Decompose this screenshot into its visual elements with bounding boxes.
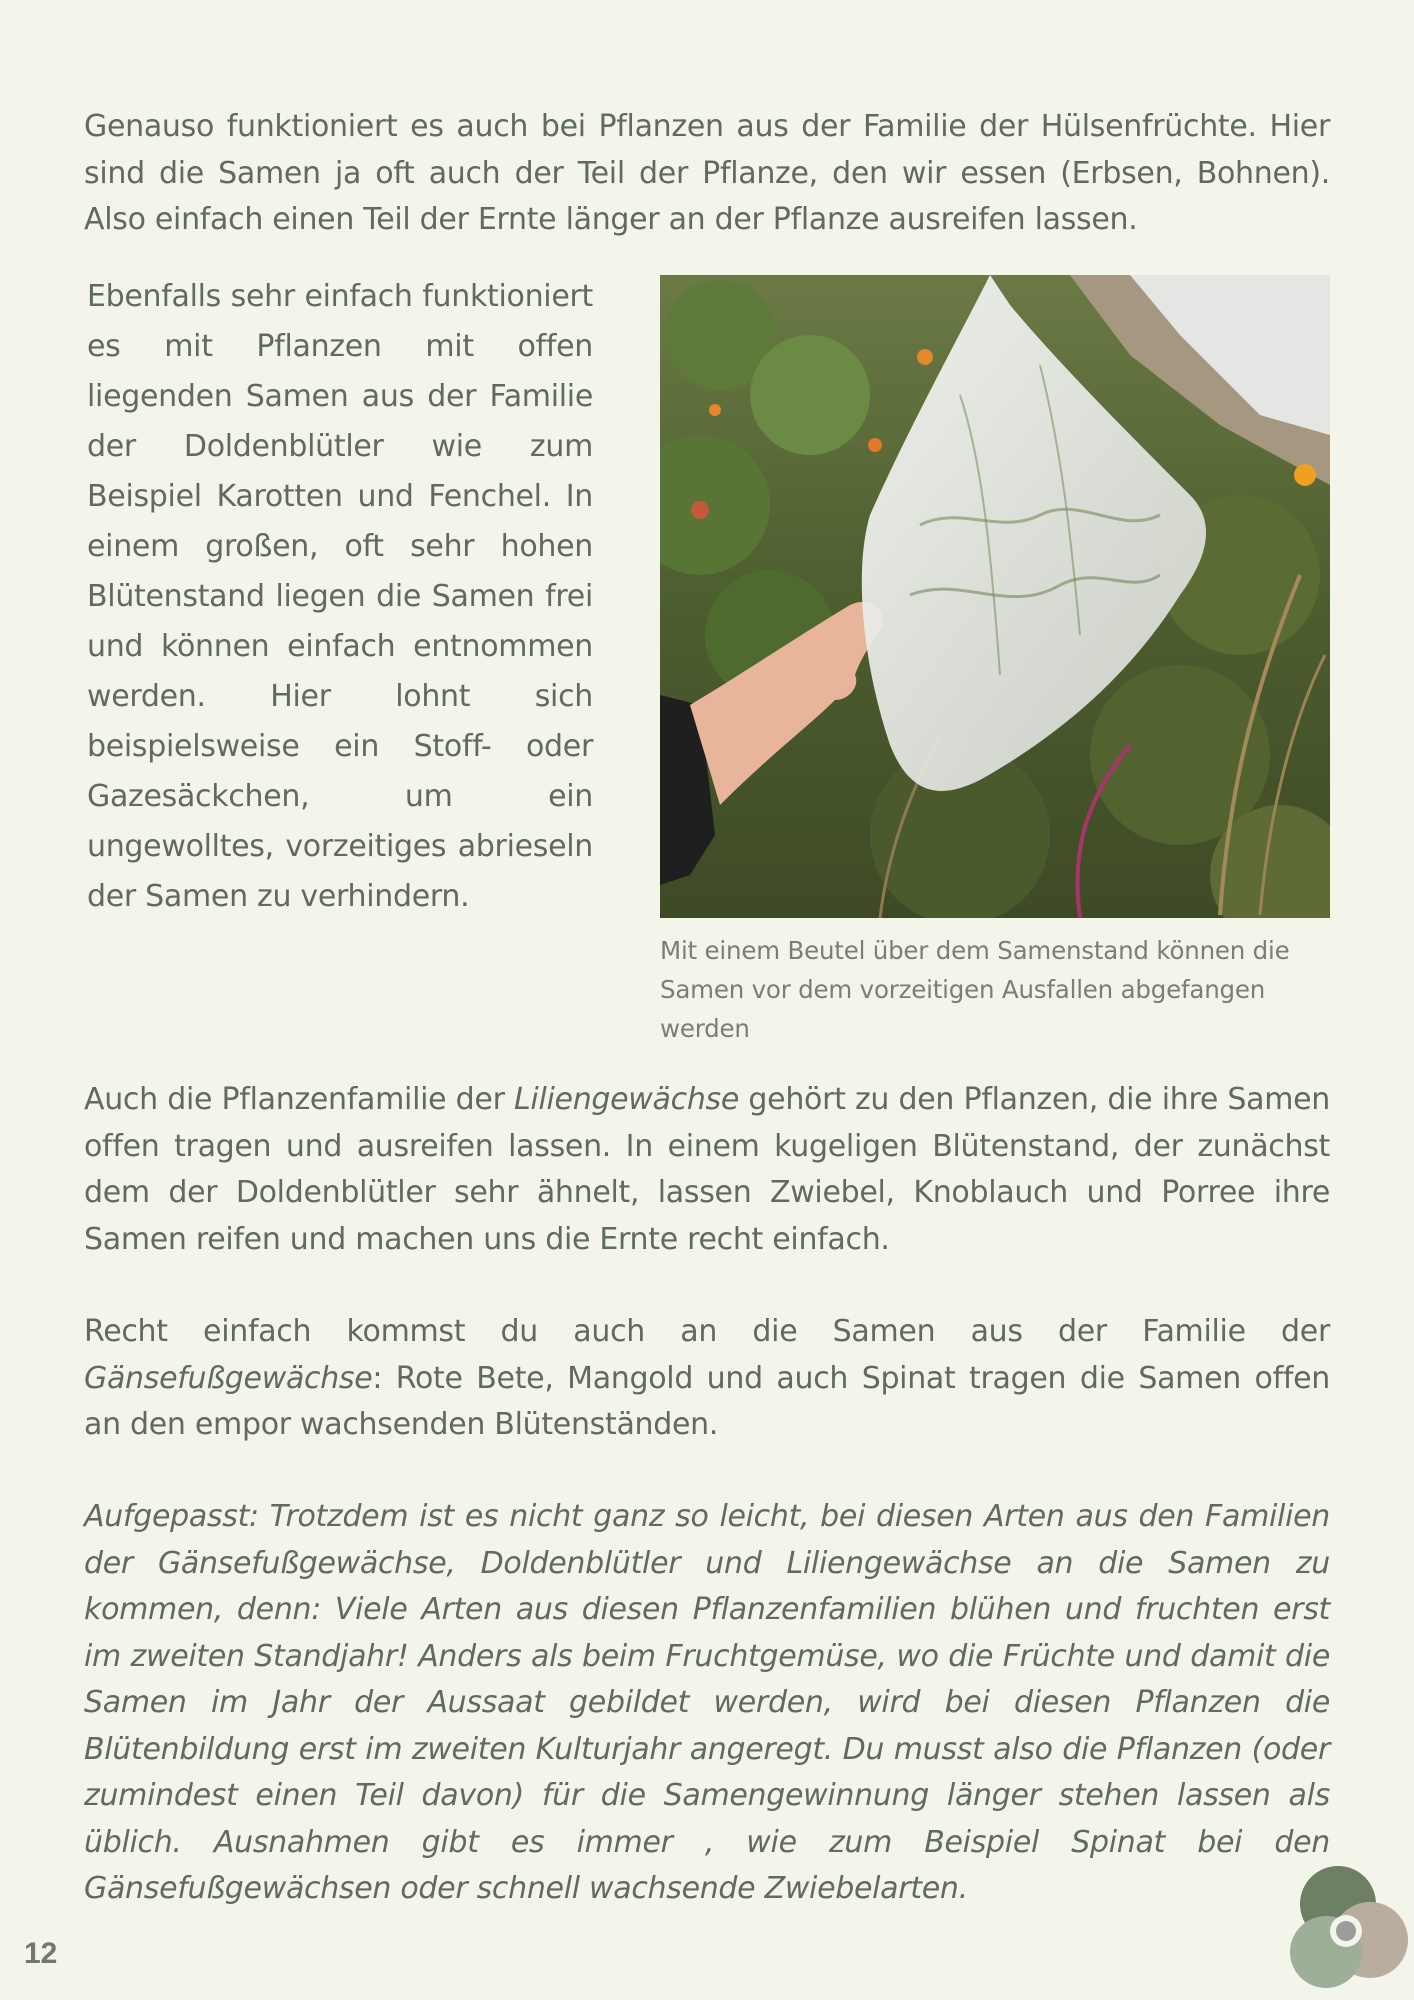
aufgepasst-paragraph: Aufgepasst: Trotzdem ist es nicht ganz so leicht, bei diesen Arten aus den Familien der Gänsefußgewächse, Doldenblütler und Liliengewächse an die Samen zu kommen, denn: Viele Arten aus diesen Pflanzenfamilien blühen und fruchten erst im zweiten Standjahr! Anders als beim Fruchtgemüse, wo die Früchte und damit die Samen im Jahr der Aussaat gebildet werden, wird bei diesen Pflanzen die Blütenbildung erst im zweiten Kulturjahr angeregt. Du musst also die Pflanzen (oder zumindest einen Teil davon) für die Samengewinnung länger stehen lassen als üblich. Ausnahmen gibt es immer , wie zum Beispiel Spinat bei den Gänsefußgewächsen oder schnell wachsende Zwiebelarten. xyxy=(84,1499,1330,1906)
doldenbluetler-paragraph: Ebenfalls sehr einfach funktioniert es mit Pflanzen mit offen liegenden Samen aus der Familie der Doldenblütler wie zum Beispiel Karotten und Fenchel. In einem großen, oft sehr hohen Blütenstand liegen die Samen frei und können einfach entnommen werden. Hier lohnt sich beispielsweise ein Stoff- oder Gazesäckchen, um ein ungewolltes, vorzeitiges abrieseln der Samen zu verhindern. xyxy=(87,279,593,914)
gaensefussgewaechse-term: Gänsefußgewächse xyxy=(84,1360,373,1396)
photo-caption: Mit einem Beutel über dem Samenstand können die Samen vor dem vorzeitigen Ausfallen abgefangen werden xyxy=(660,936,1290,1043)
liliengewaechse-paragraph: Auch die Pflanzenfamilie der Liliengewächse gehört zu den Pflanzen, die ihre Samen offen tragen und ausreifen lassen. In einem kugeligen Blütenstand, der zunächst dem der Doldenblütler sehr ähnelt, lassen Zwiebel, Knoblauch und Porree ihre Samen reifen und machen uns die Ernte recht einfach. xyxy=(84,1082,1330,1257)
gaensefussgewaechse-paragraph: Recht einfach kommst du auch an die Samen aus der Familie der Gänsefußgewächse: Rote Bete, Mangold und auch Spinat tragen die Samen offen an den empor wachsenden Blütenständen. xyxy=(84,1314,1330,1442)
seed-bag-photo xyxy=(660,275,1330,918)
page-number: 12 xyxy=(24,1937,58,1970)
circles-logo-icon xyxy=(1280,1860,1410,1990)
intro-paragraph: Genauso funktioniert es auch bei Pflanzen aus der Familie der Hülsenfrüchte. Hier sind die Samen ja oft auch der Teil der Pflanze, den wir essen (Erbsen, Bohnen). Also einfach einen Teil der Ernte länger an der Pflanze ausreifen lassen. xyxy=(84,109,1330,237)
liliengewaechse-term: Liliengewächse xyxy=(514,1082,740,1117)
